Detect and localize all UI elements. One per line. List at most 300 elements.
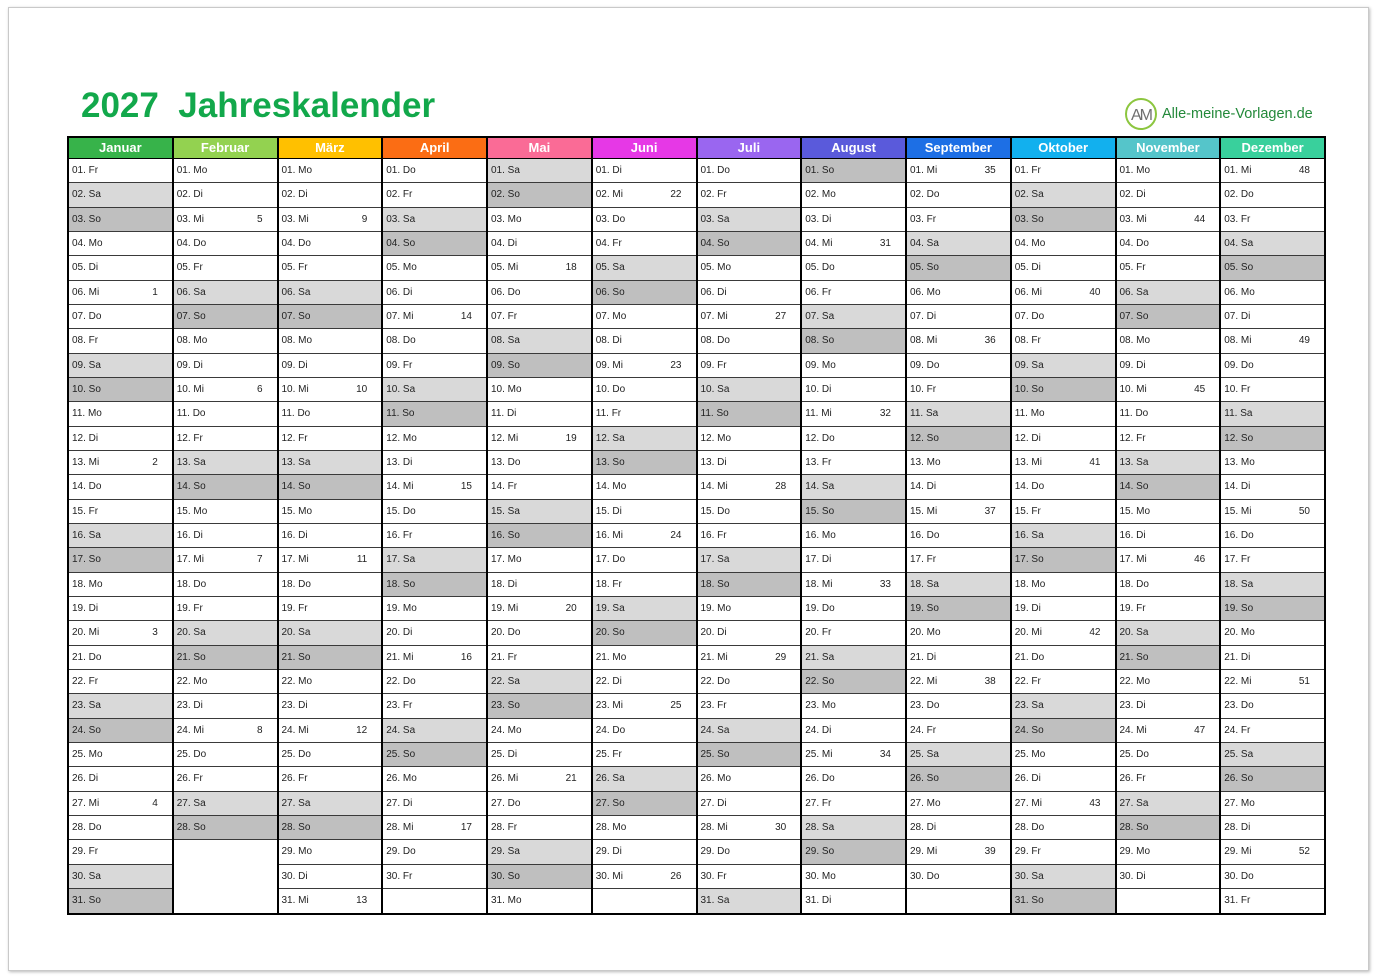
- month-header: März: [279, 138, 382, 159]
- day-label: 03. Sa: [700, 213, 730, 225]
- day-label: 16. Sa: [72, 530, 101, 542]
- day-cell: [69, 329, 172, 353]
- day-cell: [698, 256, 801, 280]
- day-cell: [383, 354, 486, 378]
- week-number: 24: [670, 530, 682, 542]
- week-number: 22: [670, 189, 682, 201]
- day-label: 23. Fr: [386, 700, 413, 712]
- week-number: 34: [879, 749, 891, 761]
- day-label: 23. Di: [281, 700, 308, 712]
- day-cell: [698, 792, 801, 816]
- day-cell: [488, 281, 591, 305]
- day-label: 07. So: [1119, 311, 1149, 323]
- day-label: 04. Sa: [1224, 238, 1254, 250]
- day-label: 27. Sa: [1119, 797, 1149, 809]
- day-cell: [802, 743, 905, 767]
- day-label: 02. Sa: [72, 189, 101, 201]
- week-number: 32: [879, 408, 891, 420]
- day-label: 05. Mo: [700, 262, 732, 274]
- day-label: 27. Sa: [281, 797, 311, 809]
- day-label: 08. Do: [386, 335, 416, 347]
- day-label: 24. Fr: [1224, 724, 1251, 736]
- day-label: 11. Sa: [1224, 408, 1253, 420]
- day-cell: [907, 329, 1010, 353]
- day-label: 09. Do: [910, 359, 940, 371]
- day-label: 04. So: [700, 238, 730, 250]
- day-cell: [383, 792, 486, 816]
- day-label: 12. Mi: [491, 432, 519, 444]
- day-cell: [907, 232, 1010, 256]
- day-cell: [1221, 670, 1324, 694]
- day-cell: [383, 816, 486, 840]
- day-cell: [488, 402, 591, 426]
- month-header: November: [1117, 138, 1220, 159]
- day-label: 07. Mo: [595, 311, 627, 323]
- day-label: 05. Do: [805, 262, 835, 274]
- day-label: 14. Do: [1014, 481, 1045, 493]
- day-label: 11. Fr: [595, 408, 622, 420]
- day-label: 26. Fr: [281, 773, 308, 785]
- day-cell: [698, 767, 801, 791]
- day-cell: [1012, 475, 1115, 499]
- month-column: [174, 138, 279, 913]
- day-cell: [802, 792, 905, 816]
- day-label: 22. Mo: [1119, 676, 1151, 688]
- day-cell: [698, 889, 801, 913]
- week-number: 46: [1194, 554, 1206, 566]
- day-cell: [1117, 354, 1220, 378]
- day-cell: [279, 597, 382, 621]
- day-label: 04. Do: [176, 238, 207, 250]
- day-cell: [174, 402, 277, 426]
- week-number: 48: [1298, 165, 1310, 177]
- day-cell: [907, 573, 1010, 597]
- day-label: 07. Di: [910, 311, 937, 323]
- day-label: 08. Mo: [176, 335, 208, 347]
- day-label: 16. Do: [1224, 530, 1254, 542]
- day-label: 12. Di: [72, 432, 99, 444]
- day-cell: [907, 427, 1010, 451]
- day-label: 01. Mi: [1224, 165, 1252, 177]
- day-cell: [1012, 500, 1115, 524]
- day-cell: [383, 670, 486, 694]
- month-header: Mai: [488, 138, 591, 159]
- day-label: 28. Do: [72, 822, 102, 834]
- day-cell: [1117, 305, 1220, 329]
- day-cell: [1221, 475, 1324, 499]
- day-cell: [802, 402, 905, 426]
- week-number: 49: [1298, 335, 1310, 347]
- day-label: 31. Mi: [281, 895, 309, 906]
- month-column: [279, 138, 384, 913]
- day-cell: [1221, 256, 1324, 280]
- day-label: 01. Mo: [176, 165, 208, 177]
- day-label: 14. Fr: [491, 481, 518, 493]
- day-cell: [907, 548, 1010, 572]
- day-label: 03. Mi: [1119, 213, 1147, 225]
- day-cell: [69, 451, 172, 475]
- day-cell: [698, 159, 801, 183]
- day-cell: [698, 500, 801, 524]
- day-label: 25. Sa: [910, 749, 939, 761]
- day-cell: [1221, 646, 1324, 670]
- week-number: 37: [984, 505, 996, 517]
- day-label: 26. Fr: [176, 773, 203, 785]
- day-label: 06. Do: [491, 286, 521, 298]
- month-column: [802, 138, 907, 913]
- month-column: [383, 138, 488, 913]
- day-cell: [488, 621, 591, 645]
- day-cell: [593, 621, 696, 645]
- day-label: 16. Di: [176, 530, 203, 542]
- month-column: [593, 138, 698, 913]
- day-cell: [802, 621, 905, 645]
- day-cell: [802, 767, 905, 791]
- day-cell: [1117, 621, 1220, 645]
- day-label: 22. So: [805, 676, 835, 688]
- day-label: 17. Mo: [491, 554, 522, 566]
- day-label: 18. Mo: [72, 578, 103, 590]
- day-label: 30. So: [491, 870, 520, 882]
- day-label: 03. Di: [805, 213, 832, 225]
- day-cell: [69, 427, 172, 451]
- day-cell: [279, 840, 382, 864]
- day-cell: [488, 500, 591, 524]
- day-label: 28. Sa: [805, 822, 835, 834]
- day-cell: [1012, 646, 1115, 670]
- day-cell: [383, 573, 486, 597]
- day-cell: [1221, 767, 1324, 791]
- day-cell: [593, 694, 696, 718]
- day-cell: [69, 889, 172, 913]
- day-label: 02. Fr: [700, 189, 727, 201]
- day-label: 02. Do: [910, 189, 940, 201]
- day-cell: [802, 889, 905, 913]
- empty-cell: [174, 889, 277, 913]
- day-label: 11. Do: [281, 408, 311, 420]
- day-label: 20. Do: [491, 627, 521, 639]
- day-label: 15. Mi: [910, 505, 938, 517]
- day-label: 29. Do: [386, 846, 416, 858]
- day-label: 23. Sa: [1014, 700, 1044, 712]
- day-label: 28. So: [281, 822, 311, 834]
- day-label: 04. Mo: [72, 238, 103, 250]
- day-cell: [1221, 719, 1324, 743]
- day-label: 18. Di: [491, 578, 518, 590]
- day-cell: [907, 816, 1010, 840]
- day-label: 06. Fr: [805, 286, 832, 298]
- day-cell: [802, 597, 905, 621]
- day-cell: [383, 621, 486, 645]
- week-number: 35: [984, 165, 996, 177]
- day-label: 13. Mi: [72, 457, 100, 469]
- day-label: 27. Fr: [805, 797, 832, 809]
- day-label: 15. Mo: [176, 505, 208, 517]
- day-cell: [174, 427, 277, 451]
- day-cell: [1012, 767, 1115, 791]
- day-label: 21. Di: [910, 651, 937, 663]
- day-cell: [698, 840, 801, 864]
- day-cell: [698, 573, 801, 597]
- day-label: 19. Fr: [1119, 603, 1146, 615]
- day-cell: [279, 719, 382, 743]
- day-cell: [802, 183, 905, 207]
- day-label: 07. Do: [1014, 311, 1045, 323]
- day-label: 25. Fr: [595, 749, 622, 761]
- day-cell: [1012, 402, 1115, 426]
- day-label: 16. Fr: [386, 530, 413, 542]
- day-cell: [907, 670, 1010, 694]
- day-label: 23. Fr: [700, 700, 727, 712]
- day-label: 09. Mi: [595, 359, 623, 371]
- day-label: 17. Do: [595, 554, 626, 566]
- day-label: 12. Do: [805, 432, 835, 444]
- day-cell: [69, 378, 172, 402]
- day-cell: [1117, 865, 1220, 889]
- day-cell: [802, 865, 905, 889]
- day-cell: [593, 451, 696, 475]
- empty-cell: [174, 865, 277, 889]
- day-cell: [907, 743, 1010, 767]
- day-label: 03. Do: [595, 213, 626, 225]
- day-cell: [488, 573, 591, 597]
- day-cell: [1012, 694, 1115, 718]
- day-cell: [1012, 719, 1115, 743]
- day-label: 20. Di: [700, 627, 727, 639]
- day-cell: [698, 719, 801, 743]
- day-label: 18. Sa: [1224, 578, 1254, 590]
- day-cell: [593, 329, 696, 353]
- day-cell: [802, 354, 905, 378]
- day-label: 09. Sa: [72, 359, 101, 371]
- day-label: 19. Sa: [595, 603, 625, 615]
- day-label: 16. So: [491, 530, 520, 542]
- day-cell: [1221, 840, 1324, 864]
- day-label: 07. So: [281, 311, 311, 323]
- day-cell: [383, 475, 486, 499]
- day-cell: [174, 719, 277, 743]
- day-label: 19. So: [1224, 603, 1254, 615]
- day-label: 26. Sa: [595, 773, 625, 785]
- day-cell: [174, 767, 277, 791]
- day-cell: [593, 670, 696, 694]
- day-label: 03. So: [72, 213, 101, 225]
- day-label: 29. Do: [700, 846, 730, 858]
- day-label: 29. Mi: [1224, 846, 1252, 858]
- day-cell: [279, 329, 382, 353]
- day-cell: [279, 159, 382, 183]
- day-cell: [174, 451, 277, 475]
- day-label: 10. Do: [595, 384, 626, 396]
- day-cell: [488, 792, 591, 816]
- day-cell: [279, 670, 382, 694]
- day-cell: [69, 573, 172, 597]
- day-cell: [488, 670, 591, 694]
- day-label: 15. Fr: [1014, 505, 1041, 517]
- day-label: 26. Di: [1014, 773, 1041, 785]
- day-cell: [383, 281, 486, 305]
- day-label: 01. Do: [700, 165, 730, 177]
- day-cell: [698, 548, 801, 572]
- day-cell: [907, 767, 1010, 791]
- day-label: 06. So: [595, 286, 625, 298]
- day-cell: [1117, 719, 1220, 743]
- day-cell: [488, 451, 591, 475]
- day-label: 16. Mo: [805, 530, 836, 542]
- day-cell: [174, 792, 277, 816]
- day-label: 05. Sa: [595, 262, 625, 274]
- day-label: 04. Sa: [910, 238, 939, 250]
- day-cell: [383, 597, 486, 621]
- day-cell: [1012, 208, 1115, 232]
- day-cell: [907, 281, 1010, 305]
- day-cell: [1117, 475, 1220, 499]
- day-label: 21. Di: [1224, 651, 1251, 663]
- day-cell: [383, 232, 486, 256]
- day-cell: [593, 500, 696, 524]
- day-label: 30. Mo: [805, 870, 836, 882]
- day-cell: [593, 719, 696, 743]
- day-label: 01. Mo: [281, 165, 313, 177]
- day-label: 12. So: [910, 432, 939, 444]
- day-label: 17. Fr: [910, 554, 937, 566]
- day-cell: [593, 792, 696, 816]
- day-cell: [1117, 451, 1220, 475]
- day-label: 10. Mo: [491, 384, 522, 396]
- day-label: 06. Sa: [176, 286, 206, 298]
- day-cell: [488, 183, 591, 207]
- week-number: 18: [565, 262, 577, 274]
- day-label: 09. Fr: [386, 359, 413, 371]
- day-cell: [1117, 743, 1220, 767]
- day-cell: [1117, 524, 1220, 548]
- day-cell: [174, 281, 277, 305]
- day-cell: [907, 208, 1010, 232]
- day-cell: [69, 524, 172, 548]
- day-label: 02. Di: [1119, 189, 1146, 201]
- day-cell: [1117, 767, 1220, 791]
- day-label: 27. Mi: [72, 797, 100, 809]
- day-label: 05. Fr: [281, 262, 308, 274]
- day-label: 07. Do: [72, 311, 102, 323]
- week-number: 52: [1298, 846, 1310, 858]
- day-cell: [383, 378, 486, 402]
- day-label: 01. Fr: [1014, 165, 1041, 177]
- day-cell: [69, 305, 172, 329]
- day-cell: [1117, 281, 1220, 305]
- day-label: 20. Sa: [176, 627, 206, 639]
- day-cell: [174, 475, 277, 499]
- day-label: 08. Mi: [910, 335, 938, 347]
- day-label: 05. Mi: [491, 262, 519, 274]
- day-label: 02. So: [491, 189, 520, 201]
- day-cell: [69, 767, 172, 791]
- day-cell: [279, 475, 382, 499]
- day-cell: [907, 451, 1010, 475]
- day-cell: [907, 378, 1010, 402]
- day-label: 27. Di: [386, 797, 413, 809]
- day-cell: [593, 354, 696, 378]
- day-label: 24. Mo: [491, 724, 522, 736]
- day-cell: [279, 281, 382, 305]
- day-cell: [1117, 694, 1220, 718]
- day-label: 21. Mi: [386, 651, 414, 663]
- day-cell: [1012, 670, 1115, 694]
- day-label: 20. Fr: [805, 627, 832, 639]
- day-label: 05. Mo: [386, 262, 417, 274]
- day-label: 01. Do: [386, 165, 416, 177]
- day-label: 21. So: [1119, 651, 1149, 663]
- day-cell: [1117, 548, 1220, 572]
- day-label: 14. So: [176, 481, 206, 493]
- day-cell: [1117, 427, 1220, 451]
- day-cell: [174, 208, 277, 232]
- day-cell: [279, 232, 382, 256]
- week-number: 43: [1089, 797, 1101, 809]
- day-label: 07. Mi: [386, 311, 414, 323]
- day-label: 23. Do: [1224, 700, 1254, 712]
- day-cell: [698, 524, 801, 548]
- day-label: 28. Fr: [491, 822, 518, 834]
- day-cell: [383, 427, 486, 451]
- day-cell: [279, 524, 382, 548]
- day-cell: [69, 719, 172, 743]
- day-cell: [174, 743, 277, 767]
- day-cell: [1012, 378, 1115, 402]
- week-number: 15: [460, 481, 472, 493]
- day-label: 18. Sa: [910, 578, 939, 590]
- day-label: 05. Fr: [176, 262, 203, 274]
- day-label: 19. Di: [1014, 603, 1041, 615]
- day-label: 06. Mi: [1014, 286, 1042, 298]
- day-label: 25. Do: [281, 749, 311, 761]
- day-cell: [488, 378, 591, 402]
- day-cell: [174, 183, 277, 207]
- day-label: 09. Di: [1119, 359, 1146, 371]
- day-label: 20. Mo: [1224, 627, 1255, 639]
- day-label: 30. Di: [281, 870, 308, 882]
- day-cell: [69, 792, 172, 816]
- day-cell: [174, 816, 277, 840]
- day-label: 13. Fr: [805, 457, 832, 469]
- day-cell: [69, 208, 172, 232]
- day-cell: [907, 183, 1010, 207]
- week-number: 44: [1194, 213, 1206, 225]
- day-cell: [907, 402, 1010, 426]
- day-label: 30. Do: [1224, 870, 1254, 882]
- day-label: 15. Mi: [1224, 505, 1252, 517]
- day-cell: [802, 694, 905, 718]
- day-label: 14. So: [281, 481, 311, 493]
- day-cell: [1012, 573, 1115, 597]
- week-number: 7: [256, 554, 263, 566]
- month-column: [69, 138, 174, 913]
- day-label: 25. Di: [491, 749, 518, 761]
- day-label: 13. Mo: [1224, 457, 1255, 469]
- day-cell: [698, 329, 801, 353]
- day-label: 26. Mi: [491, 773, 519, 785]
- day-cell: [593, 840, 696, 864]
- week-number: 12: [356, 724, 368, 736]
- day-label: 23. Sa: [72, 700, 101, 712]
- day-label: 01. Sa: [491, 165, 520, 177]
- day-cell: [593, 573, 696, 597]
- day-cell: [802, 816, 905, 840]
- day-cell: [1117, 232, 1220, 256]
- day-cell: [488, 719, 591, 743]
- week-number: 14: [460, 311, 472, 323]
- day-label: 13. Di: [700, 457, 727, 469]
